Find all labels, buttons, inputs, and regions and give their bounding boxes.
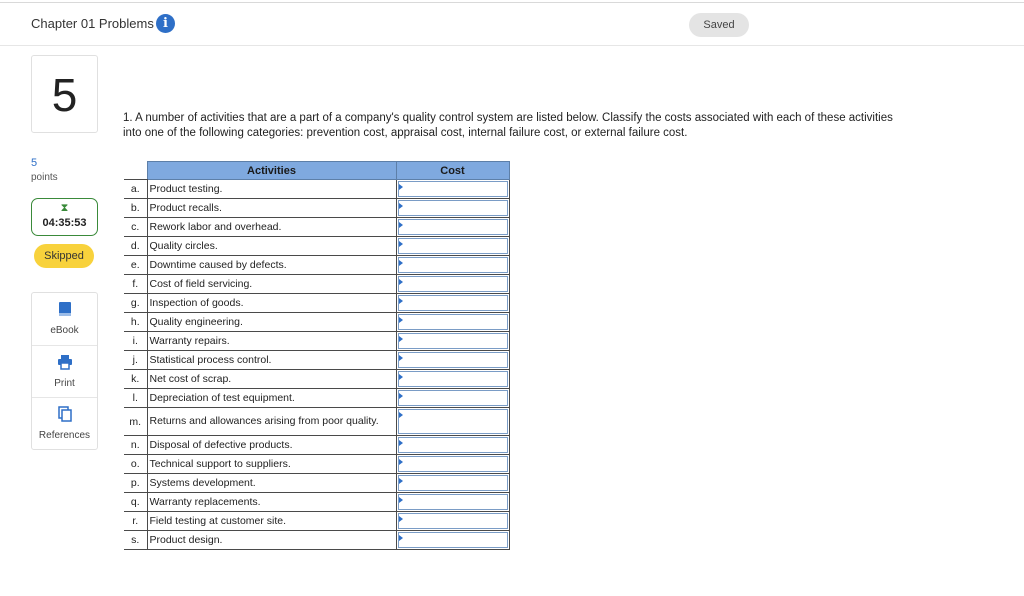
table-row	[124, 455, 509, 474]
points-label: points	[31, 172, 58, 183]
cost-cell	[396, 351, 509, 370]
activity-cell: Statistical process control.	[147, 351, 396, 370]
cost-cell	[396, 256, 509, 275]
activity-cell: Product recalls.	[147, 199, 396, 218]
cost-dropdown[interactable]	[398, 494, 508, 510]
cost-dropdown[interactable]	[398, 437, 508, 453]
timer-value: 04:35:53	[42, 217, 87, 229]
cost-dropdown[interactable]	[398, 333, 508, 349]
table-row	[124, 256, 509, 275]
cost-dropdown[interactable]	[398, 219, 508, 235]
letter-header	[124, 162, 147, 180]
cost-dropdown[interactable]	[398, 409, 508, 434]
activity-cell: Product design.	[147, 531, 396, 550]
question-number: 5	[31, 55, 98, 133]
activity-cell: Field testing at customer site.	[147, 512, 396, 531]
row-letter: l.	[124, 389, 147, 408]
activity-cell: Depreciation of test equipment.	[147, 389, 396, 408]
cost-dropdown[interactable]	[398, 314, 508, 330]
activity-cell: Cost of field servicing.	[147, 275, 396, 294]
table-row	[124, 237, 509, 256]
cost-cell	[396, 294, 509, 313]
info-icon[interactable]: i	[156, 14, 175, 33]
activities-header: Activities	[147, 162, 396, 180]
references-button[interactable]	[32, 397, 97, 449]
activity-cell: Technical support to suppliers.	[147, 455, 396, 474]
row-letter: p.	[124, 474, 147, 493]
activity-cell: Inspection of goods.	[147, 294, 396, 313]
cost-dropdown[interactable]	[398, 371, 508, 387]
ebook-button[interactable]	[32, 293, 97, 345]
table-row	[124, 332, 509, 351]
activity-cell: Rework labor and overhead.	[147, 218, 396, 237]
question-text: 1. A number of activities that are a part of a company's quality control system are listed below. Classify the costs associated with each of these activities into one of the following categories: prevention cost, appraisal cost, internal failure cost, or external failure cost.	[123, 112, 893, 139]
cost-cell	[396, 389, 509, 408]
table-row	[124, 408, 509, 436]
activity-cell: Quality engineering.	[147, 313, 396, 332]
cost-cell	[396, 332, 509, 351]
activities-table	[124, 161, 510, 550]
cost-dropdown[interactable]	[398, 276, 508, 292]
row-letter: s.	[124, 531, 147, 550]
table-row	[124, 180, 509, 199]
top-divider	[0, 2, 1024, 3]
activity-cell: Returns and allowances arising from poor quality.	[147, 408, 396, 436]
row-letter: j.	[124, 351, 147, 370]
activity-cell: Downtime caused by defects.	[147, 256, 396, 275]
activity-cell: Disposal of defective products.	[147, 436, 396, 455]
table-row	[124, 199, 509, 218]
cost-header: Cost	[396, 162, 509, 180]
table-row	[124, 218, 509, 237]
cost-cell	[396, 237, 509, 256]
references-icon	[32, 406, 97, 427]
cost-dropdown[interactable]	[398, 295, 508, 311]
row-letter: o.	[124, 455, 147, 474]
row-letter: n.	[124, 436, 147, 455]
cost-dropdown[interactable]	[398, 390, 508, 406]
activity-cell: Systems development.	[147, 474, 396, 493]
table-row	[124, 275, 509, 294]
row-letter: r.	[124, 512, 147, 531]
cost-dropdown[interactable]	[398, 238, 508, 254]
cost-cell	[396, 512, 509, 531]
cost-dropdown[interactable]	[398, 200, 508, 216]
tools-panel	[31, 292, 98, 450]
row-letter: f.	[124, 275, 147, 294]
row-letter: m.	[124, 408, 147, 436]
assignment-header	[0, 4, 1024, 46]
cost-dropdown[interactable]	[398, 181, 508, 197]
cost-cell	[396, 493, 509, 512]
row-letter: q.	[124, 493, 147, 512]
table-row	[124, 370, 509, 389]
cost-cell	[396, 313, 509, 332]
saved-badge: Saved	[689, 13, 749, 37]
table-row	[124, 389, 509, 408]
timer	[31, 198, 98, 236]
cost-dropdown[interactable]	[398, 513, 508, 529]
cost-dropdown[interactable]	[398, 475, 508, 491]
row-letter: g.	[124, 294, 147, 313]
cost-cell	[396, 531, 509, 550]
row-letter: h.	[124, 313, 147, 332]
table-row	[124, 351, 509, 370]
cost-cell	[396, 436, 509, 455]
book-icon	[32, 301, 97, 322]
cost-cell	[396, 180, 509, 199]
row-letter: b.	[124, 199, 147, 218]
activity-cell: Warranty replacements.	[147, 493, 396, 512]
cost-cell	[396, 370, 509, 389]
row-letter: i.	[124, 332, 147, 351]
chapter-title: Chapter 01 Problems	[31, 16, 154, 31]
activity-cell: Product testing.	[147, 180, 396, 199]
table-row	[124, 436, 509, 455]
table-header-row	[124, 162, 509, 180]
cost-cell	[396, 408, 509, 436]
table-row	[124, 294, 509, 313]
row-letter: d.	[124, 237, 147, 256]
table-row	[124, 493, 509, 512]
cost-cell	[396, 218, 509, 237]
activity-cell: Quality circles.	[147, 237, 396, 256]
table-row	[124, 531, 509, 550]
skipped-status-badge: Skipped	[34, 244, 94, 268]
printer-icon	[32, 354, 97, 375]
hourglass-icon: ⧗	[60, 202, 69, 214]
activity-cell: Net cost of scrap.	[147, 370, 396, 389]
references-label: References	[38, 430, 91, 441]
row-letter: a.	[124, 180, 147, 199]
cost-cell	[396, 199, 509, 218]
table-row	[124, 474, 509, 493]
cost-cell	[396, 474, 509, 493]
cost-dropdown[interactable]	[398, 456, 508, 472]
activity-cell: Warranty repairs.	[147, 332, 396, 351]
cost-dropdown[interactable]	[398, 257, 508, 273]
ebook-label: eBook	[50, 325, 79, 336]
cost-cell	[396, 455, 509, 474]
row-letter: k.	[124, 370, 147, 389]
print-label: Print	[54, 378, 75, 389]
table-row	[124, 313, 509, 332]
cost-dropdown[interactable]	[398, 352, 508, 368]
row-letter: e.	[124, 256, 147, 275]
cost-cell	[396, 275, 509, 294]
row-letter: c.	[124, 218, 147, 237]
points-value: 5	[31, 157, 38, 169]
cost-dropdown[interactable]	[398, 532, 508, 548]
table-row	[124, 512, 509, 531]
print-button[interactable]	[32, 345, 97, 397]
